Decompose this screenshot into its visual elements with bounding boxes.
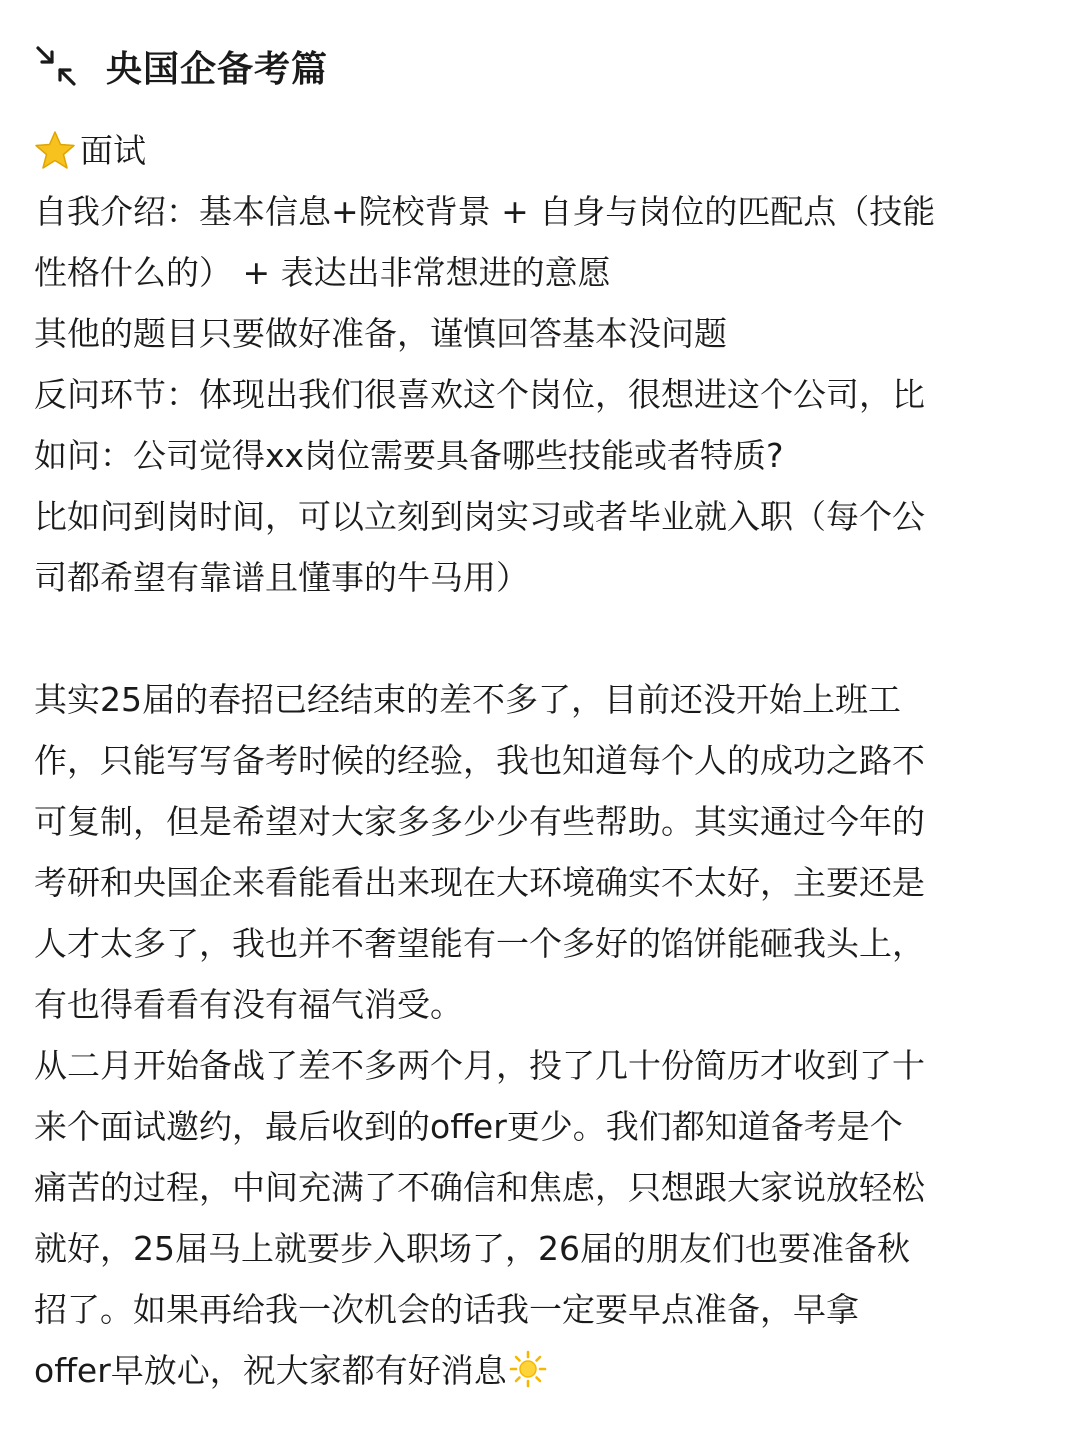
text-line: 考研和央国企来看能看出来现在大环境确实不太好，主要还是 (34, 863, 925, 902)
text-line: 其他的题目只要做好准备，谨慎回答基本没问题 (34, 314, 727, 353)
star-icon (34, 130, 76, 172)
text-line: 就好，25届马上就要步入职场了，26届的朋友们也要准备秋 (34, 1229, 910, 1268)
text-line: 其实25届的春招已经结束的差不多了，目前还没开始上班工 (34, 680, 901, 719)
section-heading-row (34, 120, 1064, 181)
text-line: 从二月开始备战了差不多两个月，投了几十份简历才收到了十 (34, 1046, 925, 1085)
text-line: 可复制，但是希望对大家多多少少有些帮助。其实通过今年的 (34, 802, 925, 841)
note-body (34, 120, 1064, 1401)
sun-icon (509, 1350, 547, 1388)
text-line: 作，只能写写备考时候的经验，我也知道每个人的成功之路不 (34, 741, 925, 780)
text-line: 如问：公司觉得xx岗位需要具备哪些技能或者特质? (34, 436, 784, 475)
text-line: 来个面试邀约，最后收到的offer更少。我们都知道备考是个 (34, 1107, 903, 1146)
text-line: 比如问到岗时间，可以立刻到岗实习或者毕业就入职（每个公 (34, 497, 925, 536)
text-line: 性格什么的） + 表达出非常想进的意愿 (34, 253, 611, 292)
section-heading: 面试 (80, 131, 146, 170)
blank-line (34, 608, 1064, 669)
page-header (34, 36, 328, 96)
text-line: 自我介绍：基本信息+院校背景 + 自身与岗位的匹配点（技能 (34, 192, 936, 231)
text-line: 招了。如果再给我一次机会的话我一定要早点准备，早拿 (34, 1290, 859, 1329)
collapse-arrows-icon[interactable] (34, 44, 78, 88)
text-line: 司都希望有靠谱且懂事的牛马用） (34, 558, 529, 597)
text-line: 反问环节：体现出我们很喜欢这个岗位，很想进这个公司，比 (34, 375, 925, 414)
last-line-text: offer早放心，祝大家都有好消息 (34, 1351, 507, 1390)
page-title: 央国企备考篇 (106, 48, 329, 90)
text-line: 有也得看看有没有福气消受。 (34, 985, 463, 1024)
text-line: 人才太多了，我也并不奢望能有一个多好的馅饼能砸我头上， (34, 924, 925, 963)
text-line: 痛苦的过程，中间充满了不确信和焦虑，只想跟大家说放轻松 (34, 1168, 925, 1207)
last-text-line (34, 1340, 1064, 1401)
